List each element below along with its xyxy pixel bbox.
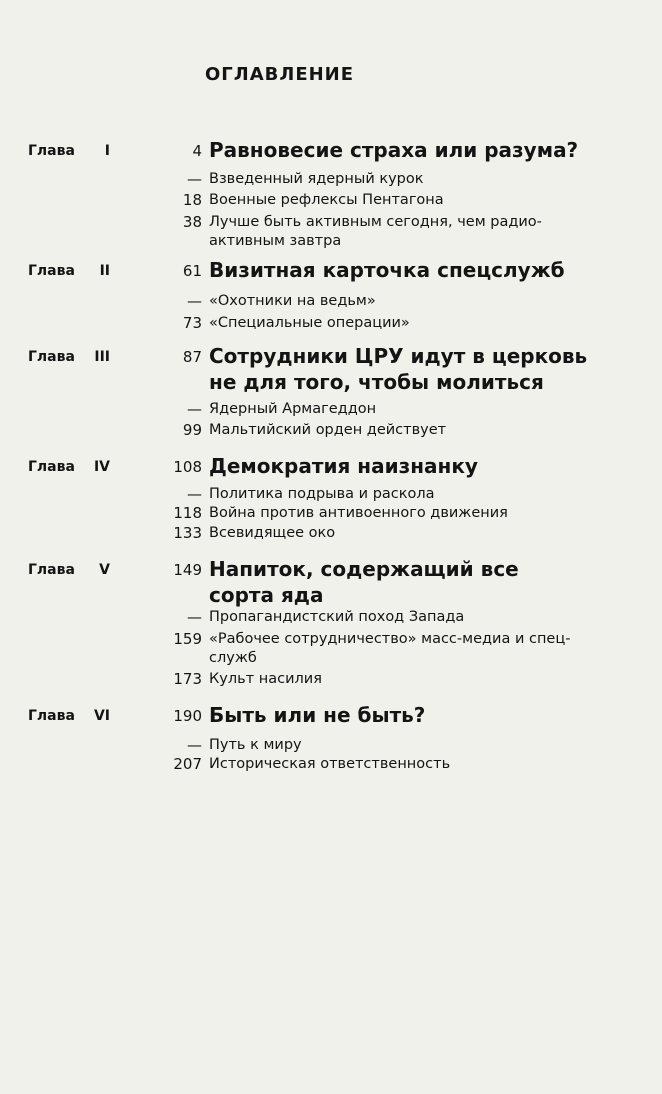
section-page: 38 — [182, 213, 202, 231]
section-page: 133 — [173, 524, 202, 542]
section-title: Ядерный Армагеддон — [209, 401, 377, 417]
section-page: 173 — [173, 670, 202, 688]
section-title: Политика подрыва и раскола — [209, 486, 435, 502]
chapter-number: I — [104, 143, 110, 159]
section-title: Культ насилия — [209, 671, 322, 687]
section-page: — — [187, 736, 202, 754]
section-title: Лучше быть активным сегодня, чем радиоактивным завтра — [209, 214, 542, 249]
chapter-label: Глава — [28, 349, 75, 365]
chapter-number: V — [99, 562, 110, 578]
chapter-title: Сотрудники ЦРУ идут в церковь не для того, чтобы молиться — [209, 344, 588, 394]
chapter-label: Глава — [28, 562, 75, 578]
chapter-page: 190 — [173, 707, 202, 725]
section-page: — — [187, 292, 202, 310]
section-title: «Охотники на ведьм» — [209, 293, 376, 309]
chapter-page: 149 — [173, 561, 202, 579]
section-title: Война против антивоенного движения — [209, 505, 508, 521]
section-title: «Рабочее сотрудничество» масс-медиа и спецслужб — [209, 631, 571, 666]
chapter-title: Визитная карточка спецслужб — [209, 258, 565, 282]
section-page: 18 — [182, 191, 202, 209]
chapter-title: Равновесие страха или разума? — [209, 138, 579, 162]
chapter-page: 87 — [182, 348, 202, 366]
section-page: — — [187, 485, 202, 503]
chapter-title: Демократия наизнанку — [209, 454, 478, 478]
section-title: Всевидящее око — [209, 525, 336, 541]
section-title: «Специальные операции» — [209, 315, 410, 331]
chapter-number: VI — [93, 708, 110, 724]
section-title: Пропагандистский поход Запада — [209, 609, 465, 625]
section-page: 207 — [173, 755, 202, 773]
section-page: 73 — [182, 314, 202, 332]
section-page: 99 — [182, 421, 202, 439]
section-page: — — [187, 170, 202, 188]
chapter-label: Глава — [28, 708, 75, 724]
chapter-number: II — [99, 263, 110, 279]
section-page: — — [187, 400, 202, 418]
chapter-page: 108 — [173, 458, 202, 476]
section-title: Мальтийский орден действует — [209, 422, 447, 438]
chapter-page: 4 — [192, 142, 202, 160]
page-title: ОГЛАВЛЕНИЕ — [205, 64, 355, 85]
section-title: Военные рефлексы Пентагона — [209, 192, 444, 208]
chapter-page: 61 — [182, 262, 202, 280]
section-title: Взведенный ядерный курок — [209, 171, 424, 187]
section-title: Историческая ответственность — [209, 756, 451, 772]
chapter-number: IV — [93, 459, 110, 475]
section-title: Путь к миру — [209, 737, 302, 753]
chapter-label: Глава — [28, 143, 75, 159]
chapter-number: III — [94, 349, 110, 365]
chapter-label: Глава — [28, 263, 75, 279]
chapter-title: Напиток, содержащий все сорта яда — [209, 557, 519, 607]
chapter-label: Глава — [28, 459, 75, 475]
section-page: 118 — [173, 504, 202, 522]
section-page: 159 — [173, 630, 202, 648]
section-page: — — [187, 608, 202, 626]
chapter-title: Быть или не быть? — [209, 703, 426, 727]
